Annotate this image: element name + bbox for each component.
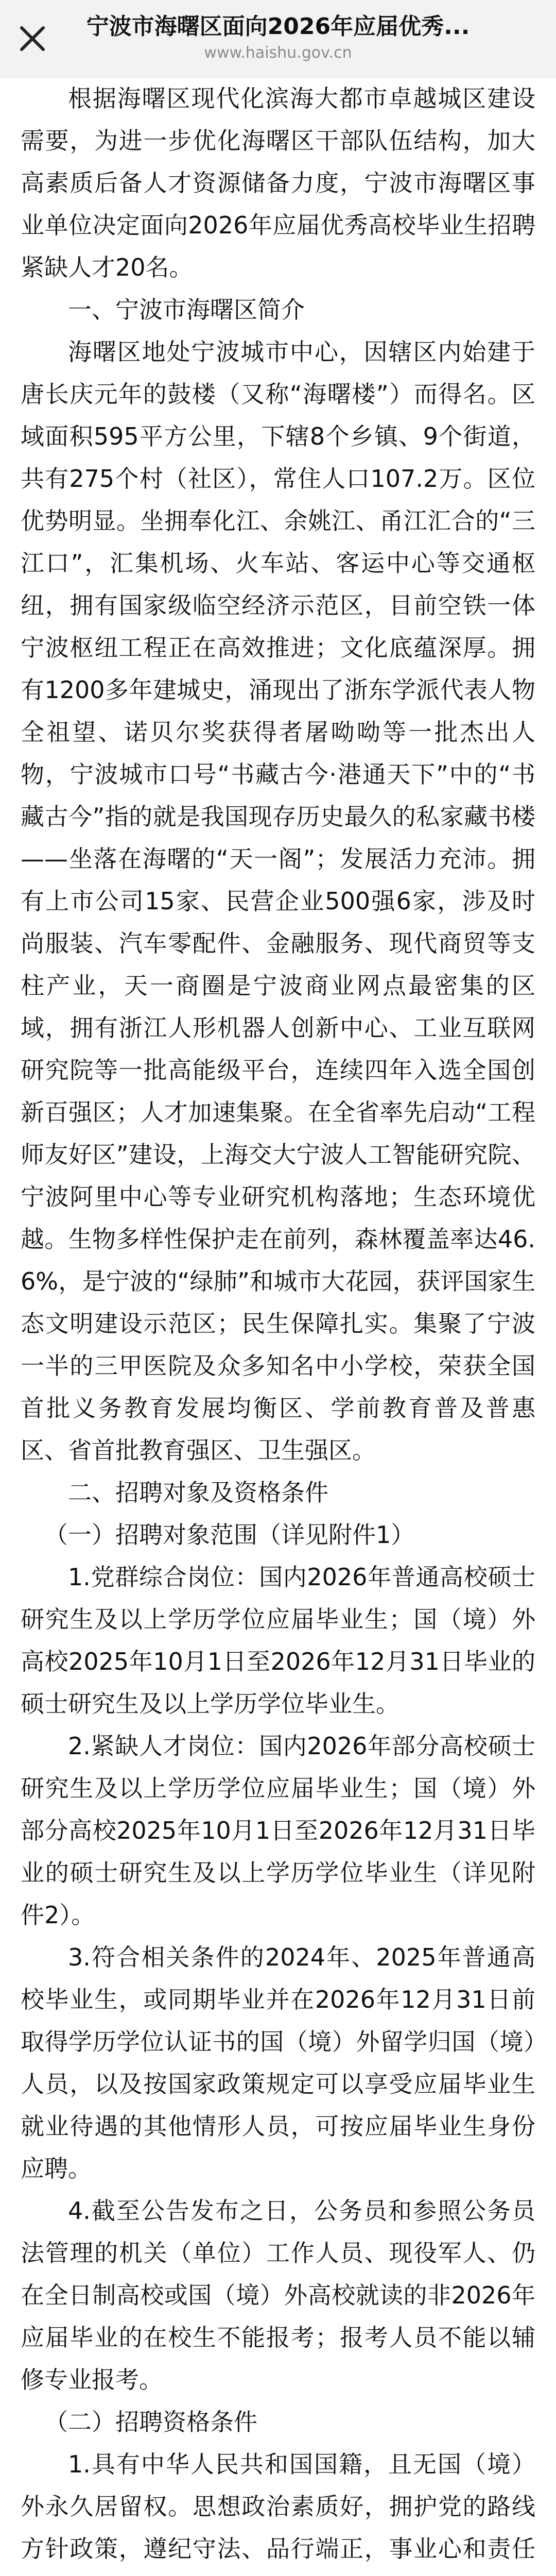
district-intro-paragraph: 海曙区地处宁波城市中心，因辖区内始建于唐长庆元年的鼓楼（又称“海曙楼”）而得名。区域面积595平方公里，下辖8个乡镇、9个街道，共有275个村（社区），常住人口107.2万。区位优势明显。坐拥奉化江、余姚江、甬江汇合的“三江口”，汇集机场、火车站、客运中心等交通枢纽，拥有国家级临空经济示范区，目前空铁一体宁波枢纽工程正在高效推进；文化底蕴深厚。拥有1200多年建城史，涌现出了浙东学派代表人物全祖望、诺贝尔奖获得者屠呦呦等一批杰出人物，宁波城市口号“书藏古今·港通天下”中的“书藏古今”指的就是我国现存历史最久的私家藏书楼——坐落在海曙的“天一阁”；发展活力充沛。拥有上市公司15家、民营企业500强6家，涉及时尚服装、汽车零配件、金融服务、现代商贸等支柱产业，天一商圈是宁波商业网点最密集的区域，拥有浙江人形机器人创新中心、工业互联网研究院等一批高能级平台，连续四年入选全国创新百强区；人才加速集聚。在全省率先启动“工程师友好区”建设，上海交大宁波人工智能研究院、宁波阿里中心等专业研究机构落地；生态环境优越。生物多样性保护走在前列，森林覆盖率达46.6%，是宁波的“绿肺”和城市大花园，获评国家生态文明建设示范区；民生保障扎实。集聚了宁波一半的三甲医院及众多知名中小学校，荣获全国首批义务教育发展均衡区、学前教育普及普惠区、省首批教育强区、卫生强区。 bbox=[21, 338, 535, 1464]
scope-item: 4.截至公告发布之日，公务员和参照公务员法管理的机关（单位）工作人员、现役军人、仍在全日制高校或国（境）外高校就读的非2026年应届毕业的在校生不能报考；报考人员不能以辅修专业报考。 bbox=[21, 2197, 535, 2394]
section-heading-recruitment: 二、招聘对象及资格条件 bbox=[68, 1479, 328, 1506]
page-url: www.haishu.gov.cn bbox=[204, 44, 352, 62]
title-block bbox=[62, 11, 494, 64]
subsection-heading-conditions: （二）招聘资格条件 bbox=[44, 2408, 257, 2436]
close-button[interactable] bbox=[12, 19, 53, 59]
scope-item: 1.党群综合岗位：国内2026年普通高校硕士研究生及以上学历学位应届毕业生；国（境）外高校2025年10月1日至2026年12月31日毕业的硕士研究生及以上学历学位毕业生。 bbox=[21, 1563, 535, 1718]
article-content bbox=[21, 77, 535, 2576]
scope-item: 2.紧缺人才岗位：国内2026年部分高校硕士研究生及以上学历学位应届毕业生；国（境）外部分高校2025年10月1日至2026年12月31日毕业的硕士研究生及以上学历学位毕业生（详见附件2）。 bbox=[21, 1732, 535, 1929]
browser-header bbox=[0, 0, 556, 78]
page-title: 宁波市海曙区面向2026年应届优秀... bbox=[86, 13, 470, 40]
condition-item: 1.具有中华人民共和国国籍，且无国（境）外永久居留权。思想政治素质好，拥护党的路线方针政策，遵纪守法、品行端正，事业心和责任 bbox=[21, 2450, 535, 2563]
section-heading-intro: 一、宁波市海曙区简介 bbox=[68, 296, 305, 324]
close-icon bbox=[12, 19, 53, 59]
intro-paragraph: 根据海曙区现代化滨海大都市卓越城区建设需要，为进一步优化海曙区干部队伍结构，加大高素质后备人才资源储备力度，宁波市海曙区事业单位决定面向2026年应届优秀高校毕业生招聘紧缺人才20名。 bbox=[21, 84, 535, 281]
scope-item: 3.符合相关条件的2024年、2025年普通高校毕业生，或同期毕业并在2026年12月31日前取得学历学位认证书的国（境）外留学归国（境）人员，以及按国家政策规定可以享受应届毕业生就业待遇的其他情形人员，可按应届毕业生身份应聘。 bbox=[21, 1943, 535, 2182]
subsection-heading-scope: （一）招聘对象范围（详见附件1） bbox=[44, 1521, 415, 1549]
